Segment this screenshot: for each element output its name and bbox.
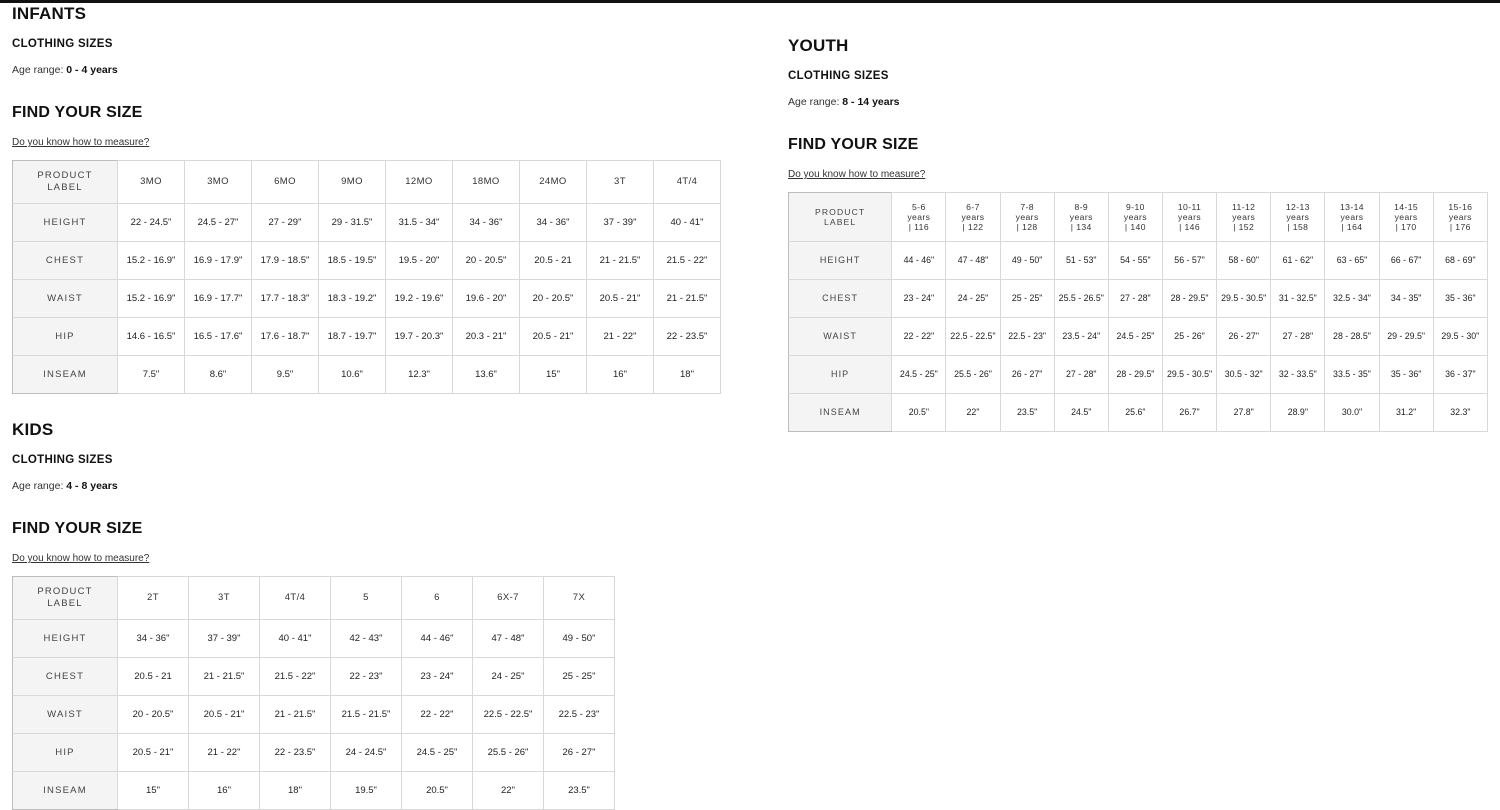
cell: 24 - 25" xyxy=(946,280,1000,318)
cell: 36 - 37" xyxy=(1433,356,1487,394)
kids-subtitle: CLOTHING SIZES xyxy=(12,454,113,466)
column-header: 3MO xyxy=(185,161,252,204)
table-row xyxy=(13,242,721,280)
cell: 20.5 - 21" xyxy=(520,318,587,356)
kids-size-table xyxy=(12,576,615,810)
cell: 15.2 - 16.9" xyxy=(118,242,185,280)
youth-section xyxy=(788,36,1488,432)
column-header: 8-9 years | 134 xyxy=(1054,193,1108,242)
infants-age-label: Age range: xyxy=(12,64,64,76)
column-header: 4T/4 xyxy=(260,577,331,620)
infants-find-your-size-heading: FIND YOUR SIZE xyxy=(12,104,143,121)
table-row xyxy=(789,280,1488,318)
cell: 31.2" xyxy=(1379,394,1433,432)
cell: 27 - 28" xyxy=(1108,280,1162,318)
row-label: INSEAM xyxy=(13,772,118,810)
table-row xyxy=(789,394,1488,432)
column-header: 3MO xyxy=(118,161,185,204)
column-header: 13-14 years | 164 xyxy=(1325,193,1379,242)
cell: 25 - 25" xyxy=(1000,280,1054,318)
column-header: 4T/4 xyxy=(654,161,721,204)
cell: 26 - 27" xyxy=(544,734,615,772)
column-header: 9-10 years | 140 xyxy=(1108,193,1162,242)
cell: 16" xyxy=(189,772,260,810)
cell: 18" xyxy=(260,772,331,810)
cell: 22 - 23" xyxy=(331,658,402,696)
cell: 20.5" xyxy=(892,394,946,432)
table-row xyxy=(13,658,615,696)
infants-how-to-measure-link[interactable]: Do you know how to measure? xyxy=(12,137,150,148)
cell: 19.7 - 20.3" xyxy=(386,318,453,356)
cell: 27.8" xyxy=(1217,394,1271,432)
table-header-row xyxy=(13,161,721,204)
row-label: CHEST xyxy=(13,242,118,280)
cell: 21.5 - 22" xyxy=(654,242,721,280)
infants-title: INFANTS xyxy=(12,4,87,23)
cell: 16.5 - 17.6" xyxy=(185,318,252,356)
cell: 21 - 21.5" xyxy=(189,658,260,696)
cell: 21 - 22" xyxy=(587,318,654,356)
cell: 68 - 69" xyxy=(1433,242,1487,280)
cell: 19.6 - 20" xyxy=(453,280,520,318)
cell: 19.5 - 20" xyxy=(386,242,453,280)
cell: 22 - 24.5" xyxy=(118,204,185,242)
cell: 22 - 22" xyxy=(892,318,946,356)
table-row xyxy=(789,318,1488,356)
cell: 16.9 - 17.9" xyxy=(185,242,252,280)
table-row xyxy=(13,204,721,242)
cell: 24.5 - 25" xyxy=(1108,318,1162,356)
youth-age-range xyxy=(788,96,1488,108)
infants-age-range xyxy=(12,64,752,76)
cell: 25 - 25" xyxy=(544,658,615,696)
cell: 20.5 - 21 xyxy=(520,242,587,280)
column-header: 5 xyxy=(331,577,402,620)
table-header-row xyxy=(789,193,1488,242)
infants-age-value: 0 - 4 years xyxy=(66,64,118,76)
column-header: 12-13 years | 158 xyxy=(1271,193,1325,242)
column-header: 18MO xyxy=(453,161,520,204)
cell: 34 - 36" xyxy=(118,620,189,658)
cell: 44 - 46" xyxy=(892,242,946,280)
cell: 47 - 48" xyxy=(946,242,1000,280)
cell: 19.2 - 19.6" xyxy=(386,280,453,318)
cell: 26.7" xyxy=(1162,394,1216,432)
cell: 29.5 - 30.5" xyxy=(1217,280,1271,318)
cell: 37 - 39" xyxy=(189,620,260,658)
column-header: 7-8 years | 128 xyxy=(1000,193,1054,242)
kids-age-value: 4 - 8 years xyxy=(66,480,118,492)
table-row xyxy=(789,242,1488,280)
cell: 29 - 29.5" xyxy=(1379,318,1433,356)
row-label: INSEAM xyxy=(789,394,892,432)
cell: 40 - 41" xyxy=(260,620,331,658)
cell: 23 - 24" xyxy=(402,658,473,696)
infants-subtitle: CLOTHING SIZES xyxy=(12,38,113,50)
cell: 63 - 65" xyxy=(1325,242,1379,280)
column-header: 15-16 years | 176 xyxy=(1433,193,1487,242)
row-label: HEIGHT xyxy=(13,620,118,658)
infants-size-table xyxy=(12,160,721,394)
cell: 44 - 46" xyxy=(402,620,473,658)
cell: 40 - 41" xyxy=(654,204,721,242)
cell: 30.0" xyxy=(1325,394,1379,432)
cell: 20 - 20.5" xyxy=(453,242,520,280)
cell: 27 - 28" xyxy=(1271,318,1325,356)
cell: 22.5 - 22.5" xyxy=(946,318,1000,356)
cell: 22.5 - 23" xyxy=(1000,318,1054,356)
table-header-row xyxy=(13,577,615,620)
cell: 34 - 36" xyxy=(453,204,520,242)
cell: 23.5" xyxy=(544,772,615,810)
kids-age-label: Age range: xyxy=(12,480,64,492)
column-header: 6MO xyxy=(252,161,319,204)
cell: 20 - 20.5" xyxy=(118,696,189,734)
cell: 20.5" xyxy=(402,772,473,810)
cell: 24.5 - 25" xyxy=(402,734,473,772)
cell: 14.6 - 16.5" xyxy=(118,318,185,356)
column-header: 3T xyxy=(587,161,654,204)
cell: 25.5 - 26" xyxy=(473,734,544,772)
youth-title: YOUTH xyxy=(788,36,849,55)
row-label: INSEAM xyxy=(13,356,118,394)
cell: 58 - 60" xyxy=(1217,242,1271,280)
table-row xyxy=(13,772,615,810)
cell: 24.5 - 27" xyxy=(185,204,252,242)
table-row xyxy=(13,734,615,772)
table-row xyxy=(13,696,615,734)
cell: 32 - 33.5" xyxy=(1271,356,1325,394)
cell: 20.5 - 21 xyxy=(118,658,189,696)
cell: 23.5" xyxy=(1000,394,1054,432)
column-header: 6X-7 xyxy=(473,577,544,620)
cell: 9.5" xyxy=(252,356,319,394)
cell: 21 - 21.5" xyxy=(654,280,721,318)
cell: 28.9" xyxy=(1271,394,1325,432)
cell: 22 - 23.5" xyxy=(260,734,331,772)
row-label: WAIST xyxy=(789,318,892,356)
column-header: 6-7 years | 122 xyxy=(946,193,1000,242)
cell: 13.6" xyxy=(453,356,520,394)
column-header: 10-11 years | 146 xyxy=(1162,193,1216,242)
cell: 18" xyxy=(654,356,721,394)
cell: 22 - 23.5" xyxy=(654,318,721,356)
column-header: 7X xyxy=(544,577,615,620)
cell: 28 - 29.5" xyxy=(1108,356,1162,394)
cell: 20 - 20.5" xyxy=(520,280,587,318)
cell: 7.5" xyxy=(118,356,185,394)
cell: 66 - 67" xyxy=(1379,242,1433,280)
youth-find-your-size-heading: FIND YOUR SIZE xyxy=(788,136,919,153)
cell: 33.5 - 35" xyxy=(1325,356,1379,394)
table-row xyxy=(13,280,721,318)
kids-how-to-measure-link[interactable]: Do you know how to measure? xyxy=(12,553,150,564)
row-label: WAIST xyxy=(13,280,118,318)
row-label: HIP xyxy=(13,734,118,772)
cell: 23 - 24" xyxy=(892,280,946,318)
column-header: 3T xyxy=(189,577,260,620)
table-row xyxy=(13,620,615,658)
cell: 61 - 62" xyxy=(1271,242,1325,280)
cell: 31.5 - 34" xyxy=(386,204,453,242)
cell: 16.9 - 17.7" xyxy=(185,280,252,318)
column-header: 12MO xyxy=(386,161,453,204)
cell: 28 - 28.5" xyxy=(1325,318,1379,356)
cell: 20.5 - 21" xyxy=(587,280,654,318)
cell: 8.6" xyxy=(185,356,252,394)
row-label: HEIGHT xyxy=(13,204,118,242)
cell: 29 - 31.5" xyxy=(319,204,386,242)
cell: 34 - 35" xyxy=(1379,280,1433,318)
row-label: HIP xyxy=(789,356,892,394)
kids-corner-label: PRODUCT LABEL xyxy=(13,577,118,620)
cell: 24.5 - 25" xyxy=(892,356,946,394)
cell: 30.5 - 32" xyxy=(1217,356,1271,394)
cell: 32.3" xyxy=(1433,394,1487,432)
youth-size-table xyxy=(788,192,1488,432)
cell: 29.5 - 30" xyxy=(1433,318,1487,356)
cell: 21 - 22" xyxy=(189,734,260,772)
cell: 20.5 - 21" xyxy=(189,696,260,734)
cell: 27 - 29" xyxy=(252,204,319,242)
cell: 15.2 - 16.9" xyxy=(118,280,185,318)
infants-section xyxy=(12,4,752,394)
cell: 35 - 36" xyxy=(1379,356,1433,394)
cell: 15" xyxy=(520,356,587,394)
cell: 20.5 - 21" xyxy=(118,734,189,772)
cell: 12.3" xyxy=(386,356,453,394)
cell: 34 - 36" xyxy=(520,204,587,242)
youth-age-label: Age range: xyxy=(788,96,840,108)
cell: 24.5" xyxy=(1054,394,1108,432)
column-header: 24MO xyxy=(520,161,587,204)
column-header: 9MO xyxy=(319,161,386,204)
cell: 19.5" xyxy=(331,772,402,810)
column-header: 6 xyxy=(402,577,473,620)
left-column xyxy=(12,4,752,810)
table-row xyxy=(789,356,1488,394)
cell: 25 - 26" xyxy=(1162,318,1216,356)
row-label: CHEST xyxy=(13,658,118,696)
cell: 16" xyxy=(587,356,654,394)
cell: 35 - 36" xyxy=(1433,280,1487,318)
kids-age-range xyxy=(12,480,752,492)
cell: 49 - 50" xyxy=(544,620,615,658)
cell: 22" xyxy=(946,394,1000,432)
column-header: 11-12 years | 152 xyxy=(1217,193,1271,242)
cell: 17.7 - 18.3" xyxy=(252,280,319,318)
row-label: HEIGHT xyxy=(789,242,892,280)
row-label: WAIST xyxy=(13,696,118,734)
cell: 22.5 - 23" xyxy=(544,696,615,734)
row-label: CHEST xyxy=(789,280,892,318)
cell: 10.6" xyxy=(319,356,386,394)
table-row xyxy=(13,356,721,394)
cell: 21 - 21.5" xyxy=(587,242,654,280)
cell: 37 - 39" xyxy=(587,204,654,242)
row-label: HIP xyxy=(13,318,118,356)
cell: 18.7 - 19.7" xyxy=(319,318,386,356)
cell: 23.5 - 24" xyxy=(1054,318,1108,356)
column-header: 2T xyxy=(118,577,189,620)
right-column xyxy=(788,36,1488,432)
cell: 18.5 - 19.5" xyxy=(319,242,386,280)
cell: 21 - 21.5" xyxy=(260,696,331,734)
cell: 27 - 28" xyxy=(1054,356,1108,394)
cell: 25.5 - 26" xyxy=(946,356,1000,394)
table-row xyxy=(13,318,721,356)
youth-corner-label: PRODUCT LABEL xyxy=(789,193,892,242)
cell: 26 - 27" xyxy=(1217,318,1271,356)
cell: 24 - 24.5" xyxy=(331,734,402,772)
cell: 56 - 57" xyxy=(1162,242,1216,280)
column-header: 14-15 years | 170 xyxy=(1379,193,1433,242)
youth-how-to-measure-link[interactable]: Do you know how to measure? xyxy=(788,169,926,180)
kids-find-your-size-heading: FIND YOUR SIZE xyxy=(12,520,143,537)
cell: 49 - 50" xyxy=(1000,242,1054,280)
cell: 31 - 32.5" xyxy=(1271,280,1325,318)
cell: 17.6 - 18.7" xyxy=(252,318,319,356)
top-divider xyxy=(0,0,1500,3)
cell: 24 - 25" xyxy=(473,658,544,696)
infants-corner-label: PRODUCT LABEL xyxy=(13,161,118,204)
cell: 20.3 - 21" xyxy=(453,318,520,356)
cell: 25.6" xyxy=(1108,394,1162,432)
column-header: 5-6 years | 116 xyxy=(892,193,946,242)
cell: 17.9 - 18.5" xyxy=(252,242,319,280)
cell: 51 - 53" xyxy=(1054,242,1108,280)
cell: 15" xyxy=(118,772,189,810)
cell: 25.5 - 26.5" xyxy=(1054,280,1108,318)
kids-title: KIDS xyxy=(12,420,54,439)
cell: 47 - 48" xyxy=(473,620,544,658)
cell: 22 - 22" xyxy=(402,696,473,734)
cell: 29.5 - 30.5" xyxy=(1162,356,1216,394)
cell: 21.5 - 21.5" xyxy=(331,696,402,734)
cell: 18.3 - 19.2" xyxy=(319,280,386,318)
cell: 22.5 - 22.5" xyxy=(473,696,544,734)
cell: 22" xyxy=(473,772,544,810)
cell: 54 - 55" xyxy=(1108,242,1162,280)
youth-subtitle: CLOTHING SIZES xyxy=(788,70,889,82)
cell: 21.5 - 22" xyxy=(260,658,331,696)
cell: 28 - 29.5" xyxy=(1162,280,1216,318)
cell: 32.5 - 34" xyxy=(1325,280,1379,318)
kids-section xyxy=(12,420,752,810)
cell: 26 - 27" xyxy=(1000,356,1054,394)
cell: 42 - 43" xyxy=(331,620,402,658)
youth-age-value: 8 - 14 years xyxy=(842,96,900,108)
